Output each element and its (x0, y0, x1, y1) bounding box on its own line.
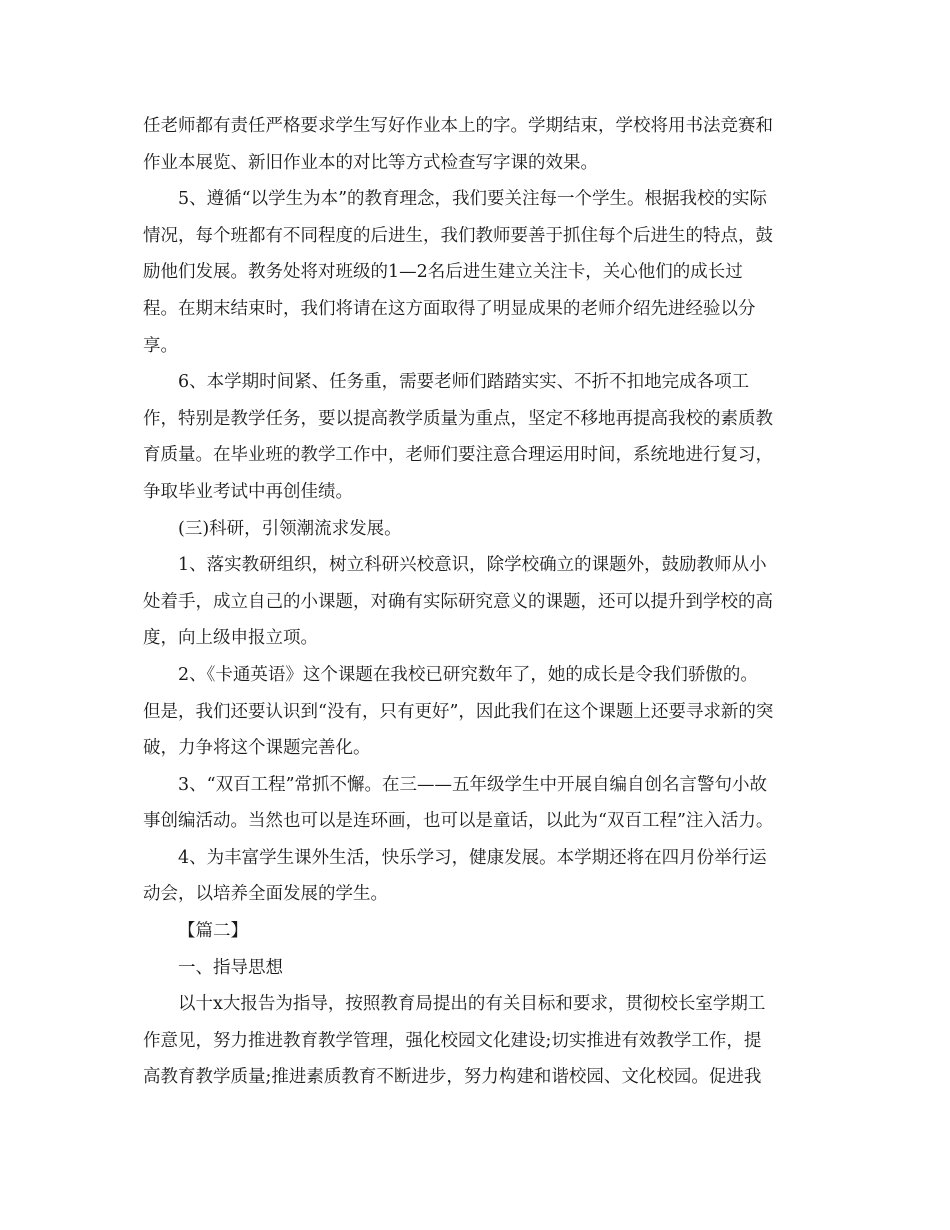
text-line: 育质量。在毕业班的教学工作中，老师们要注意合理运用时间，系统地进行复习， (143, 445, 773, 466)
text-line: 处着手，成立自己的小课题，对确有实际研究意义的课题，还可以提升到学校的高 (143, 591, 773, 612)
text-line: 以十x大报告为指导，按照教育局提出的有关目标和要求，贯彻校长室学期工 (178, 994, 766, 1015)
text-line: 作意见，努力推进教育教学管理，强化校园文化建设;切实推进有效教学工作，提 (143, 1030, 762, 1051)
text-line: 度，向上级申报立项。 (143, 628, 318, 649)
text-line: 程。在期末结束时，我们将请在这方面取得了明显成果的老师介绍先进经验以分 (143, 298, 756, 319)
text-line: 动会，以培养全面发展的学生。 (143, 884, 388, 905)
text-line: 事创编活动。当然也可以是连环画，也可以是童话，以此为“双百工程”注入活力。 (143, 811, 774, 832)
text-line: 争取毕业考试中再创佳绩。 (143, 481, 353, 502)
text-line: 破，力争将这个课题完善化。 (143, 738, 371, 759)
document-body (143, 108, 808, 1096)
text-line: 情况，每个班都有不同程度的后进生，我们教师要善于抓住每个后进生的特点，鼓 (143, 225, 773, 246)
text-line: 6、本学期时间紧、任务重，需要老师们踏踏实实、不折不扣地完成各项工 (178, 372, 750, 393)
text-line: 励他们发展。教务处将对班级的1—2名后进生建立关注卡，关心他们的成长过 (143, 262, 743, 283)
text-line: 高教育教学质量;推进素质教育不断进步，努力构建和谐校园、文化校园。促进我 (143, 1067, 762, 1088)
text-line: 1、落实教研组织，树立科研兴校意识，除学校确立的课题外，鼓励教师从小 (178, 555, 767, 576)
text-line: 任老师都有责任严格要求学生写好作业本上的字。学期结束，学校将用书法竞赛和 (143, 116, 773, 136)
text-line: 5、遵循“以学生为本”的教育理念，我们要关注每一个学生。根据我校的实际 (178, 189, 768, 210)
text-line: 作，特别是教学任务，要以提高教学质量为重点，坚定不移地再提高我校的素质教 (143, 408, 773, 429)
text-line: (三)科研，引领潮流求发展。 (178, 518, 402, 539)
text-line: 一、指导思想 (178, 957, 283, 978)
text-line: 作业本展览、新旧作业本的对比等方式检查写字课的效果。 (143, 152, 598, 173)
text-line: 3、“双百工程”常抓不懈。在三——五年级学生中开展自编自创名言警句小故 (178, 774, 768, 795)
text-line: 享。 (143, 335, 178, 356)
text-line: 2、《卡通英语》这个课题在我校已研究数年了，她的成长是令我们骄傲的。 (178, 664, 758, 685)
text-line: 4、为丰富学生课外生活，快乐学习，健康发展。本学期还将在四月份举行运 (178, 847, 767, 868)
text-line: 但是，我们还要认识到“没有，只有更好”，因此我们在这个课题上还要寻求新的突 (143, 701, 774, 722)
text-line: 【篇二】 (178, 921, 248, 942)
